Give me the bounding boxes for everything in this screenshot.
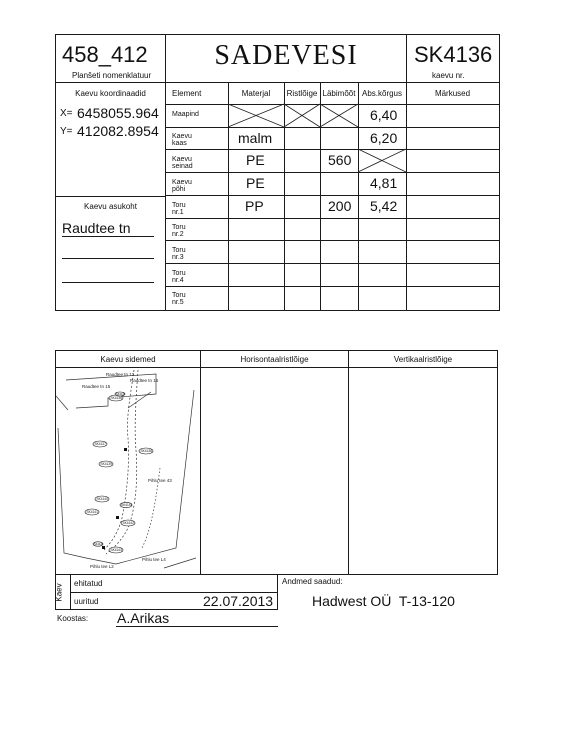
surveyed-date: 22.07.2013 — [203, 593, 274, 609]
cell-element: Kaevu kaas — [172, 133, 192, 147]
cell-diameter: 200 — [328, 198, 352, 214]
cell-material: PE — [246, 152, 265, 168]
cell-element: Kaevu põhi — [172, 179, 192, 193]
cell-elevation: 4,81 — [370, 175, 398, 191]
manhole-symbol — [115, 392, 126, 396]
manhole-symbol — [93, 542, 104, 546]
col-header-notes: Märkused — [434, 89, 471, 98]
map-street-label: Raudtee tn 16 — [130, 378, 159, 383]
cell-element: Toru nr.3 — [172, 247, 186, 261]
plan-number: 458_412 — [62, 42, 148, 67]
cell-element: Toru nr.2 — [172, 224, 186, 238]
cell-element: Kaevu seinad — [172, 156, 193, 170]
col-header-element: Element — [172, 89, 202, 98]
map-street-label: Raudtee tn 12 — [106, 372, 135, 377]
col-header-diameter: Läbimõõt — [322, 89, 356, 98]
well-id: SK4136 — [414, 42, 493, 67]
svg-text:SK4145: SK4145 — [116, 393, 126, 396]
well-caption: kaevu nr. — [432, 71, 465, 80]
x-label: X= — [60, 108, 73, 119]
svg-text:SK4143: SK4143 — [110, 548, 122, 553]
col-header-material: Materjal — [241, 89, 271, 98]
location-caption: Kaevu asukoht — [84, 202, 137, 211]
map-parcel-label: Pihlu tee L2 — [90, 564, 114, 569]
map-street-label: Raudtee tn 15 — [82, 384, 111, 389]
map-parcel-label: Pihlu tee 43 — [148, 478, 172, 483]
cell-material: PE — [246, 175, 265, 191]
svg-text:SK4137: SK4137 — [94, 442, 106, 447]
cell-elevation: 6,20 — [370, 130, 398, 146]
svg-text:SK4138: SK4138 — [140, 449, 152, 454]
cell-element: Toru nr.4 — [172, 270, 186, 284]
manhole-symbol — [120, 502, 133, 507]
location-value: Raudtee tn — [62, 220, 131, 236]
cell-elevation: 5,42 — [370, 198, 398, 214]
built-label: ehitatud — [74, 579, 103, 588]
vertical-section-header: Vertikaalristlõige — [393, 355, 453, 364]
form-title: SADEVESI — [214, 40, 358, 71]
y-value: 412082.8954 — [77, 123, 159, 139]
cell-diameter: 560 — [328, 152, 352, 168]
location-sketch-map — [56, 368, 200, 574]
cell-element: Toru nr.1 — [172, 202, 186, 216]
manhole-symbol — [121, 520, 135, 526]
manhole-symbol — [109, 547, 123, 553]
svg-text:SK4141: SK4141 — [86, 510, 98, 515]
cell-element: Maapind — [172, 111, 199, 118]
y-label: Y= — [60, 126, 73, 137]
coordinates-caption: Kaevu koordinaadid — [75, 89, 146, 98]
manhole-symbol — [95, 496, 109, 502]
cell-elevation: 6,40 — [370, 107, 398, 123]
author-value: A.Arikas — [117, 610, 170, 626]
manhole-symbol — [85, 509, 99, 515]
x-value: 6458055.964 — [77, 105, 159, 121]
svg-text:SK4139: SK4139 — [100, 462, 112, 467]
map-parcel-label: Pihlu tee L4 — [142, 557, 166, 562]
cell-element: Toru nr.5 — [172, 292, 186, 306]
surveyed-label: uuritud — [74, 597, 99, 606]
data-source-value: Hadwest OÜ T-13-120 — [312, 593, 455, 609]
author-label: Koostas: — [57, 614, 89, 623]
horizontal-section-header: Horisontaalristlõige — [240, 355, 309, 364]
cell-material: malm — [238, 130, 273, 146]
svg-text:SK4140: SK4140 — [96, 497, 108, 502]
manhole-symbol — [139, 448, 153, 454]
links-header: Kaevu sidemed — [100, 355, 156, 364]
col-header-section: Ristlõige — [286, 89, 318, 98]
manhole-symbol — [93, 441, 107, 447]
col-header-elevation: Abs.kõrgus — [361, 89, 403, 98]
manhole-symbol — [99, 461, 113, 467]
cell-material: PP — [245, 198, 264, 214]
side-label: Kaev — [54, 583, 64, 602]
plan-caption: Planšeti nomenklatuur — [72, 71, 152, 80]
svg-text:SK4144: SK4144 — [121, 503, 133, 508]
svg-text:SK4146: SK4146 — [94, 543, 104, 546]
data-source-label: Andmed saadud: — [282, 577, 343, 586]
svg-text:SK4136: SK4136 — [110, 396, 122, 401]
svg-text:SK4142: SK4142 — [122, 521, 134, 526]
